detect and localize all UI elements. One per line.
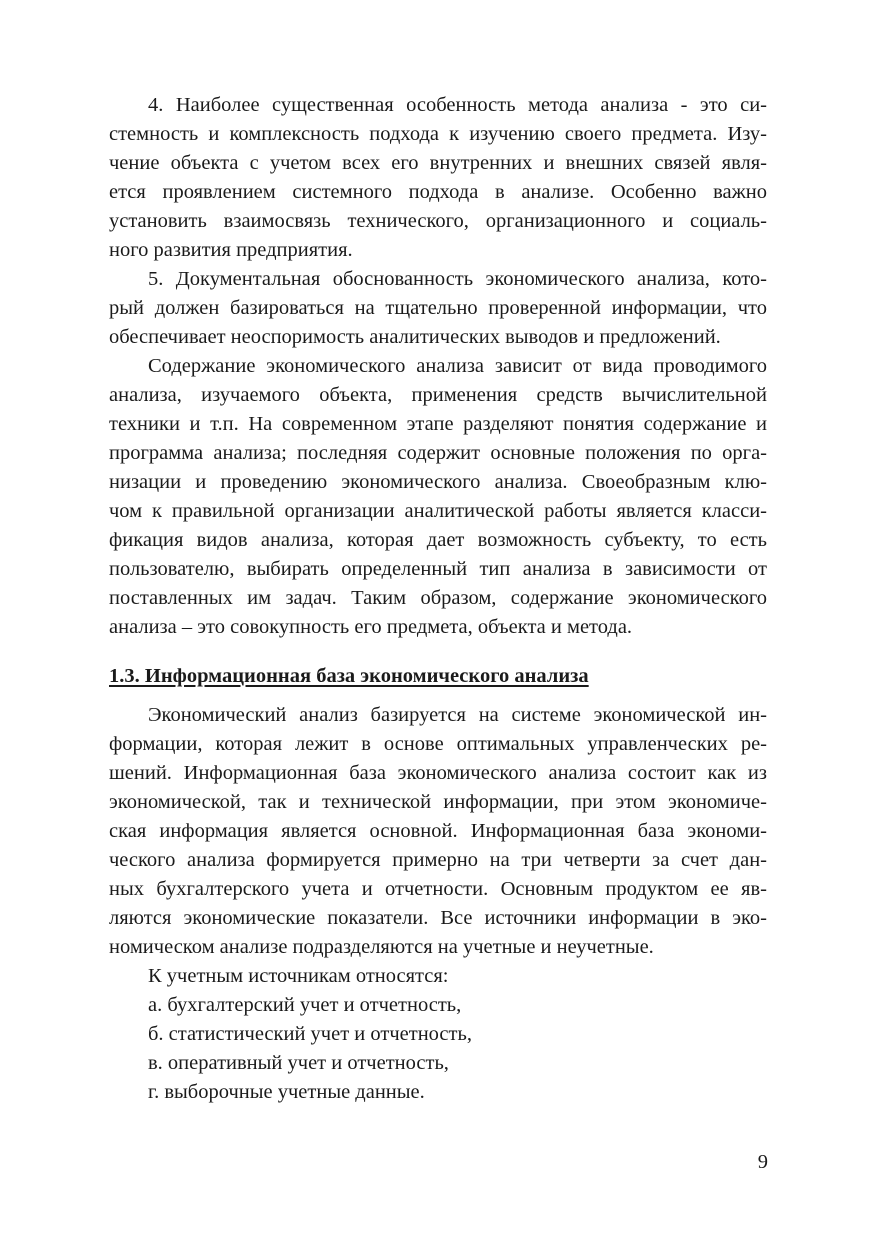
text-line: ного развития предприятия.: [109, 239, 353, 261]
text-line: экономической, так и технической информации, при этом экономиче-: [109, 791, 767, 813]
text-line: формации, которая лежит в основе оптимальных управленческих ре-: [109, 733, 767, 755]
text-block-top: [109, 91, 767, 642]
paragraph-documentary-validity: [109, 265, 767, 352]
text-line: пользователю, выбирать определенный тип анализа в зависимости от: [109, 558, 767, 580]
accounting-sources-list: [109, 962, 767, 1107]
paragraph-analysis-content: [109, 352, 767, 642]
list-item: г. выборочные учетные данные.: [148, 1081, 425, 1103]
text-line: техники и т.п. На современном этапе разделяют понятия содержание и: [109, 413, 767, 435]
text-block-bottom: [109, 701, 767, 1107]
text-line: ных бухгалтерского учета и отчетности. Основным продуктом ее яв-: [109, 878, 767, 900]
text-line: низации и проведению экономического анализа. Своеобразным клю-: [109, 471, 767, 493]
text-line: шений. Информационная база экономического анализа состоит как из: [109, 762, 767, 784]
text-line: обеспечивает неоспоримость аналитических выводов и предложений.: [109, 326, 721, 348]
text-line: ется проявлением системного подхода в анализе. Особенно важно: [109, 181, 767, 203]
text-line: чение объекта с учетом всех его внутренних и внешних связей явля-: [109, 152, 767, 174]
text-line: стемность и комплексность подхода к изучению своего предмета. Изу-: [109, 123, 767, 145]
page-number: 9: [757, 1151, 768, 1173]
text-line: анализа, изучаемого объекта, применения средств вычислительной: [109, 384, 767, 406]
text-line: ская информация является основной. Информационная база экономи-: [109, 820, 767, 842]
text-line: 5. Документальная обоснованность экономического анализа, кото-: [148, 268, 767, 290]
list-item: б. статистический учет и отчетность,: [148, 1023, 472, 1045]
text-line: номическом анализе подразделяются на учетные и неучетные.: [109, 936, 654, 958]
paragraph-method-systemness: [109, 91, 767, 265]
text-line: 4. Наиболее существенная особенность метода анализа - это си-: [148, 94, 767, 116]
text-line: программа анализа; последняя содержит основные положения по орга-: [109, 442, 767, 464]
text-line: установить взаимосвязь технического, организационного и социаль-: [109, 210, 767, 232]
list-item: а. бухгалтерский учет и отчетность,: [148, 994, 462, 1016]
list-intro: К учетным источникам относятся:: [148, 965, 449, 987]
text-line: ческого анализа формируется примерно на три четверти за счет дан-: [109, 849, 767, 871]
text-line: рый должен базироваться на тщательно проверенной информации, что: [109, 297, 767, 319]
text-line: фикация видов анализа, которая дает возможность субъекту, то есть: [109, 529, 767, 551]
section-heading: 1.3. Информационная база экономического анализа: [109, 665, 589, 687]
text-line: чом к правильной организации аналитической работы является класси-: [109, 500, 767, 522]
text-line: Содержание экономического анализа зависит от вида проводимого: [148, 355, 767, 377]
paragraph-information-base: [109, 701, 767, 962]
text-line: ляются экономические показатели. Все источники информации в эко-: [109, 907, 767, 929]
list-item: в. оперативный учет и отчетность,: [148, 1052, 449, 1074]
text-line: анализа – это совокупность его предмета, объекта и метода.: [109, 616, 633, 638]
text-line: поставленных им задач. Таким образом, содержание экономического: [109, 587, 767, 609]
text-line: Экономический анализ базируется на системе экономической ин-: [148, 704, 767, 726]
